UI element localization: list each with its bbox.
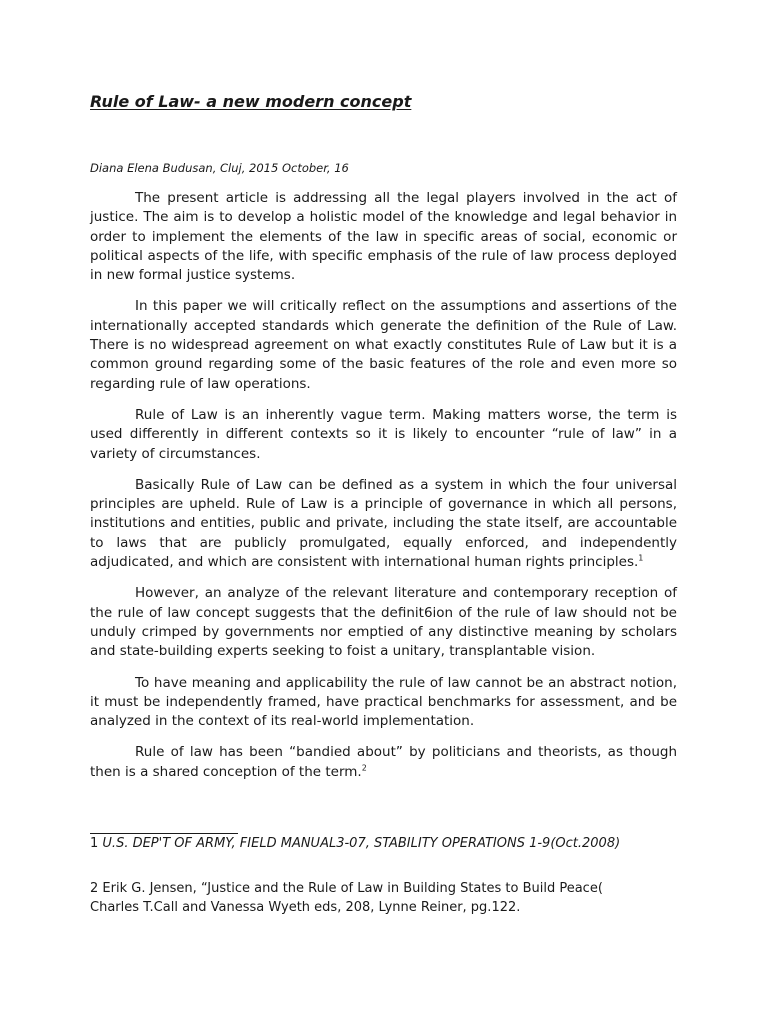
footnote-reference[interactable]: 2 [361, 763, 367, 773]
paragraph [90, 297, 677, 393]
paragraph-text: Basically Rule of Law can be defined as a system in which the four universal principles are upheld. Rule of Law is a principle of governance in which all persons, institutions and entities, public and private, including the state itself, are accountable to laws that are publicly promulgated, equally enforced, and independently adjudicated, and which are consistent with international human rights principles. [90, 476, 677, 571]
paragraph [90, 743, 677, 782]
paragraph-text: However, an analyze of the relevant literature and contemporary reception of the rule of law concept suggests that the definit6ion of the rule of law should not be unduly crimped by governments nor emptied of any distinctive meaning by scholars and state-building experts seeking to foist a unitary, transplantable vision. [90, 585, 677, 660]
paragraph [90, 584, 677, 661]
footnote-text: Erik G. Jensen, “Justice and the Rule of Law in Building States to Build Peace( Charles T.Call and Vanessa Wyeth eds, 208, Lynne Reiner, pg.122. [90, 881, 603, 915]
footnote-text: U.S. DEP'T OF ARMY, FIELD MANUAL3-07, STABILITY OPERATIONS 1-9(Oct.2008) [102, 836, 621, 851]
paragraph [90, 406, 677, 464]
author-byline: Diana Elena Budusan, Cluj, 2015 October, 16 [90, 161, 349, 175]
footnote-number: 2 [90, 881, 99, 896]
footnote [90, 836, 620, 851]
paragraph [90, 189, 677, 285]
paragraph-text: Rule of Law is an inherently vague term. Making matters worse, the term is used differently in different contexts so it is likely to encounter “rule of law” in a variety of circumstances. [90, 406, 677, 462]
paragraph [90, 476, 677, 572]
document-title: Rule of Law- a new modern concept [90, 92, 412, 111]
paragraph [90, 674, 677, 732]
paragraph-text: To have meaning and applicability the rule of law cannot be an abstract notion, it must be independently framed, have practical benchmarks for assessment, and be analyzed in the context of its real-world implementation. [90, 674, 677, 730]
footnote-separator [90, 833, 238, 834]
footnote [90, 880, 650, 917]
footnote-number: 1 [90, 836, 99, 851]
paragraph-text: Rule of law has been “bandied about” by politicians and theorists, as though then is a shared conception of the term. [90, 744, 677, 780]
document-body [90, 189, 677, 794]
paragraph-text: The present article is addressing all the legal players involved in the act of justice. The aim is to develop a holistic model of the knowledge and legal behavior in order to implement the elements of the law in specific areas of social, economic or political aspects of the life, with specific emphasis of the rule of law process deployed in new formal justice systems. [90, 190, 677, 284]
footnote-reference[interactable]: 1 [638, 553, 644, 563]
paragraph-text: In this paper we will critically reflect on the assumptions and assertions of the internationally accepted standards which generate the definition of the Rule of Law. There is no widespread agreement on what exactly constitutes Rule of Law but it is a common ground regarding some of the basic features of the role and even more so regarding rule of law operations. [90, 298, 677, 392]
